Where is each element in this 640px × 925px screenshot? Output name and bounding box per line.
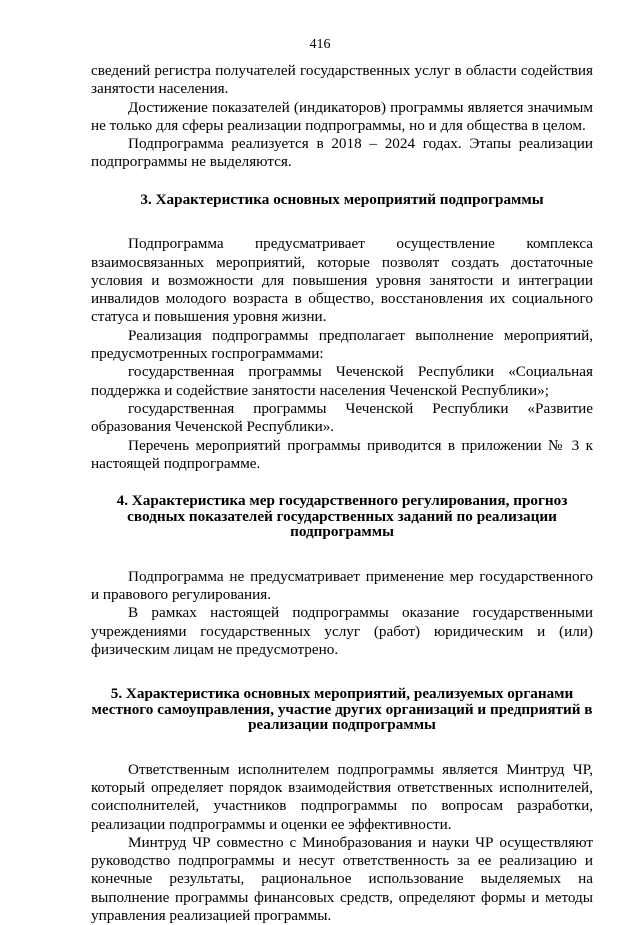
page-number: 416 <box>309 37 331 52</box>
section-4-heading: 4. Характеристика мер государственного регулирования, прогноз сводных показателей государственных заданий по реализации подпрограммы <box>116 492 568 541</box>
paragraph-indicators: Достижение показателей (индикаторов) программы является значимым не только для сферы реализации подпрограммы, но и для общества в целом. <box>91 98 593 134</box>
section-5-paragraph-2: Минтруд ЧР совместно с Минобразования и науки ЧР осуществляют руководство подпрограммы и несут ответственность за ее реализацию и конечные результаты, рациональное использование выделяемых на выполнение программы финансовых средств, определяют формы и методы управления реализацией программы. <box>91 833 593 924</box>
section-3-paragraph-3: государственная программы Чеченской Республики «Социальная поддержка и содействие занятости населения Чеченской Республики»; <box>91 363 593 399</box>
section-3-heading: 3. Характеристика основных мероприятий подпрограммы <box>140 190 544 208</box>
section-3-paragraph-5: Перечень мероприятий программы приводится в приложении № 3 к настоящей подпрограмме. <box>91 436 593 472</box>
section-3-paragraph-1: Подпрограмма предусматривает осуществление комплекса взаимосвязанных мероприятий, которые позволят создать достаточные условия и возможности для повышения уровня занятости и интеграции инвалидов молодого возраста в общество, восстановления их социального статуса и повышения уровня жизни. <box>91 235 593 326</box>
section-5-heading: 5. Характеристика основных мероприятий, реализуемых органами местного самоуправления, участие других организаций и предприятий в реализации подпрограммы <box>91 685 593 734</box>
paragraph-period: Подпрограмма реализуется в 2018 – 2024 годах. Этапы реализации подпрограммы не выделяются. <box>91 135 593 171</box>
section-3-paragraph-2: Реализация подпрограммы предполагает выполнение мероприятий, предусмотренных госпрограммами: <box>91 326 593 363</box>
paragraph-intro-tail: сведений регистра получателей государственных услуг в области содействия занятости населения. <box>91 62 593 98</box>
page-content <box>91 62 593 925</box>
section-4-paragraph-2: В рамках настоящей подпрограммы оказание государственными учреждениями государственных услуг (работ) юридическим и (или) физическим лицам не предусмотрено. <box>91 604 593 658</box>
section-4-paragraph-1: Подпрограмма не предусматривает применение мер государственного и правового регулирования. <box>91 567 593 603</box>
section-5-paragraph-1: Ответственным исполнителем подпрограммы является Минтруд ЧР, который определяет порядок взаимодействия ответственных исполнителей, соисполнителей, участников подпрограммы по вопросам разработки, реализации подпрограммы и оценки ее эффективности. <box>91 760 593 833</box>
section-3-paragraph-4: государственная программы Чеченской Республики «Развитие образования Чеченской Республики». <box>91 399 593 436</box>
